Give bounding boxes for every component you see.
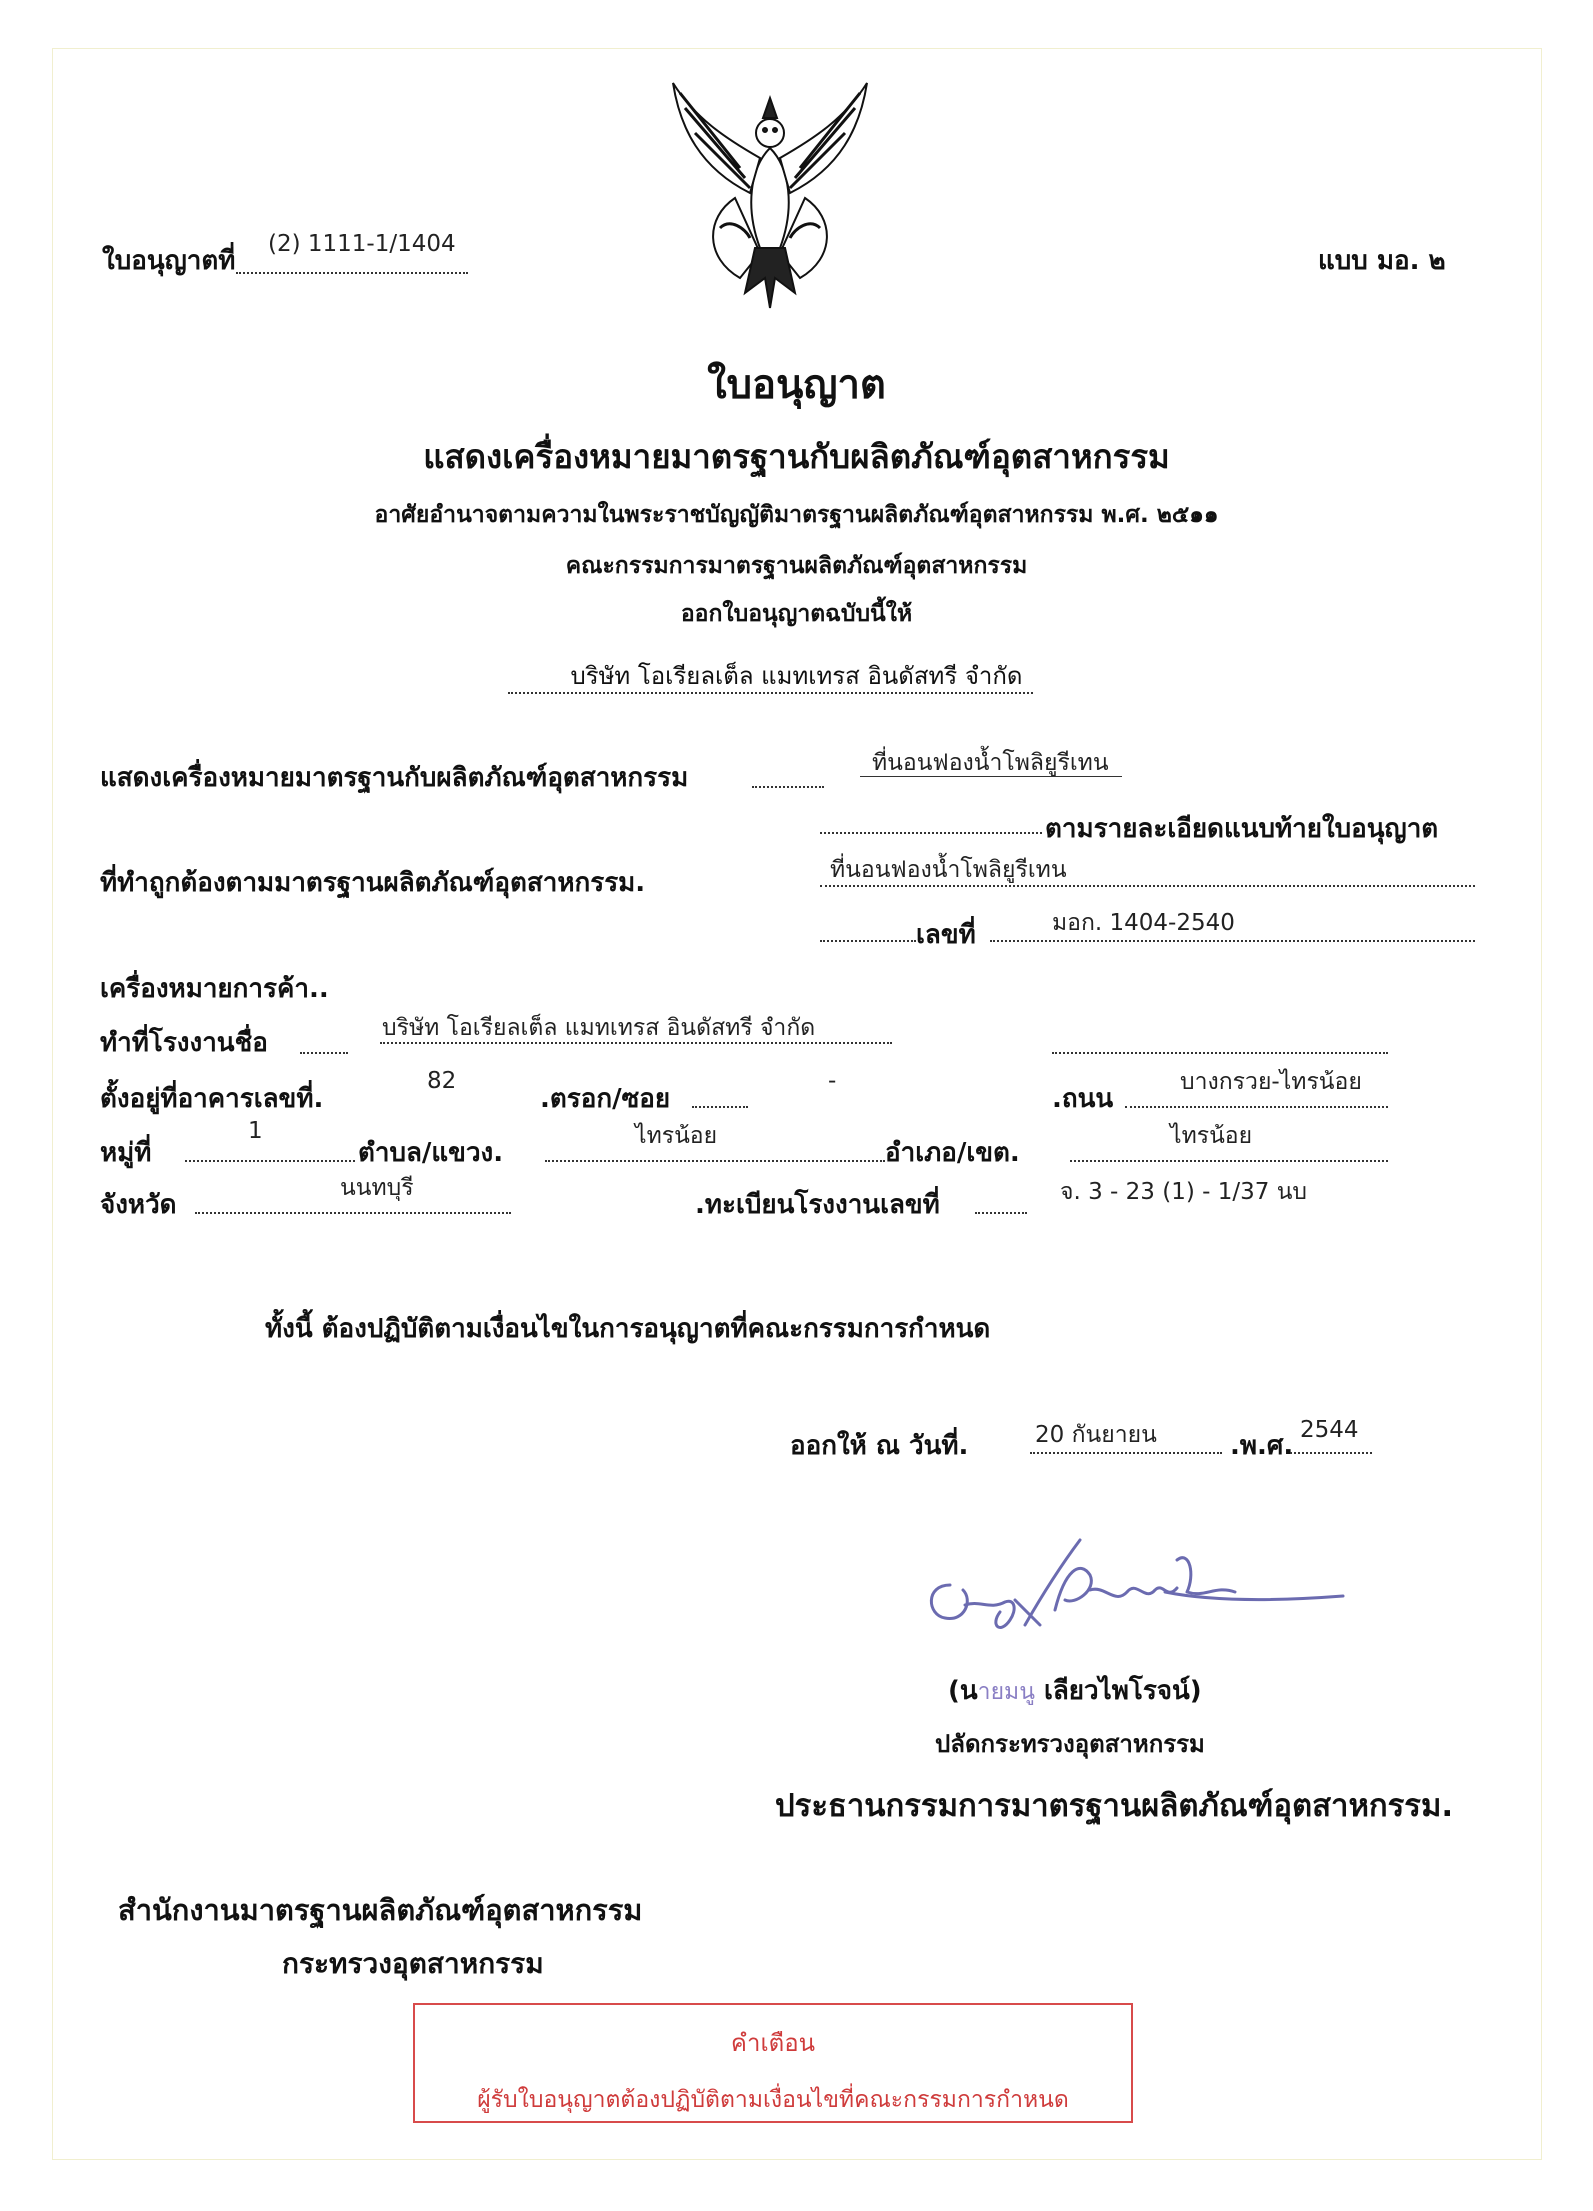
signatory-name-open: (น bbox=[948, 1676, 978, 1706]
factory-label: ทำที่โรงงานชื่อ bbox=[100, 1028, 268, 1058]
moo-label: หมู่ที่ bbox=[100, 1138, 152, 1168]
signatory-name-rest: เลียวไพโรจน์) bbox=[1034, 1676, 1202, 1706]
signatory-position-1: ปลัดกระทรวงอุตสาหกรรม bbox=[935, 1730, 1205, 1758]
warning-box bbox=[413, 2003, 1133, 2123]
issue-year-label: .พ.ศ. bbox=[1230, 1431, 1294, 1461]
detail-dotline bbox=[820, 832, 1042, 834]
signatory-name bbox=[948, 1670, 1202, 1711]
district-label: อำเภอ/เขต. bbox=[885, 1138, 1020, 1168]
issue-date-label: ออกให้ ณ วันที่. bbox=[790, 1431, 969, 1461]
moo-value: 1 bbox=[248, 1118, 263, 1144]
district-value: ไทรน้อย bbox=[1170, 1123, 1253, 1149]
issue-date-dotline bbox=[1030, 1452, 1222, 1454]
document-subtitle: แสดงเครื่องหมายมาตรฐานกับผลิตภัณฑ์อุตสาหกรรม bbox=[423, 437, 1170, 476]
factory-dotline-a bbox=[300, 1052, 348, 1054]
standard-number-dotline bbox=[990, 940, 1475, 942]
province-value: นนทบุรี bbox=[340, 1175, 414, 1201]
conform-label: ที่ทำถูกต้องตามมาตรฐานผลิตภัณฑ์อุตสาหกรรม. bbox=[100, 868, 646, 898]
subdistrict-value: ไทรน้อย bbox=[635, 1123, 718, 1149]
licensee-name: บริษัท โอเรียลเต็ล แมทเทรส อินดัสทรี จำกัด bbox=[570, 662, 1023, 690]
license-number-dotline bbox=[236, 272, 468, 274]
road-label: .ถนน bbox=[1052, 1084, 1114, 1114]
office-line-1: สำนักงานมาตรฐานผลิตภัณฑ์อุตสาหกรรม bbox=[118, 1893, 643, 1927]
garuda-emblem-icon bbox=[665, 78, 875, 313]
standard-name-dotline bbox=[820, 885, 1475, 887]
road-value: บางกรวย-ไทรน้อย bbox=[1180, 1069, 1362, 1095]
product-name: ที่นอนฟองน้ำโพลิยูรีเทน bbox=[872, 750, 1109, 776]
factory-registration-label: .ทะเบียนโรงงานเลขที่ bbox=[695, 1190, 940, 1220]
detail-note: ตามรายละเอียดแนบท้ายใบอนุญาต bbox=[1045, 814, 1439, 844]
authority-line: อาศัยอำนาจตามความในพระราชบัญญัติมาตรฐานผลิตภัณฑ์อุตสาหกรรม พ.ศ. ๒๕๑๑ bbox=[374, 502, 1219, 528]
licensee-dotline bbox=[508, 692, 1033, 694]
issue-year: 2544 bbox=[1300, 1417, 1359, 1443]
license-number-value: (2) 1111-1/1404 bbox=[268, 231, 456, 257]
license-number-label: ใบอนุญาตที่ bbox=[102, 246, 236, 276]
subdistrict-label: ตำบล/แขวง. bbox=[358, 1138, 504, 1168]
building-number: 82 bbox=[427, 1068, 457, 1094]
issue-date-day-month: 20 กันยายน bbox=[1035, 1422, 1157, 1448]
issue-year-dotline bbox=[1290, 1452, 1372, 1454]
number-dotline bbox=[820, 940, 916, 942]
warning-text: ผู้รับใบอนุญาตต้องปฏิบัติตามเงื่อนไขที่คณะกรรมการกำหนด bbox=[477, 2087, 1069, 2113]
signatory-name-stamp: ายมนู bbox=[977, 1679, 1035, 1705]
moo-dotline bbox=[185, 1160, 355, 1162]
alley-value: - bbox=[828, 1068, 837, 1094]
document-title: ใบอนุญาต bbox=[707, 362, 886, 408]
number-label: เลขที่ bbox=[916, 920, 976, 950]
standard-number: มอก. 1404-2540 bbox=[1052, 910, 1235, 936]
factory-registration-dotline bbox=[975, 1212, 1027, 1214]
committee-line: คณะกรรมการมาตรฐานผลิตภัณฑ์อุตสาหกรรม bbox=[565, 553, 1028, 579]
factory-name: บริษัท โอเรียลเต็ล แมทเทรส อินดัสทรี จำกัด bbox=[382, 1015, 816, 1041]
signatory-position-2: ประธานกรรมการมาตรฐานผลิตภัณฑ์อุตสาหกรรม. bbox=[775, 1788, 1454, 1824]
province-label: จังหวัด bbox=[100, 1190, 177, 1220]
province-dotline bbox=[195, 1212, 511, 1214]
form-code: แบบ มอ. ๒ bbox=[1318, 246, 1446, 276]
product-name-underline bbox=[860, 776, 1122, 777]
standard-name: ที่นอนฟองน้ำโพลิยูรีเทน bbox=[830, 857, 1067, 883]
building-label: ตั้งอยู่ที่อาคารเลขที่. bbox=[100, 1084, 324, 1114]
alley-dotline bbox=[692, 1106, 748, 1108]
condition-text: ทั้งนี้ ต้องปฏิบัติตามเงื่อนไขในการอนุญาตที่คณะกรรมการกำหนด bbox=[265, 1314, 991, 1344]
alley-label: .ตรอก/ซอย bbox=[540, 1084, 671, 1114]
show-mark-label: แสดงเครื่องหมายมาตรฐานกับผลิตภัณฑ์อุตสาหกรรม bbox=[100, 763, 689, 793]
factory-registration-value: จ. 3 - 23 (1) - 1/37 นบ bbox=[1060, 1179, 1308, 1205]
issue-line: ออกใบอนุญาตฉบับนี้ให้ bbox=[680, 601, 913, 627]
warning-title: คำเตือน bbox=[730, 2029, 816, 2057]
factory-dotline-b bbox=[1052, 1052, 1388, 1054]
show-mark-dotline bbox=[752, 786, 824, 788]
road-dotline bbox=[1125, 1106, 1388, 1108]
district-dotline bbox=[1070, 1160, 1388, 1162]
office-line-2: กระทรวงอุตสาหกรรม bbox=[282, 1947, 544, 1980]
subdistrict-dotline bbox=[545, 1160, 885, 1162]
factory-name-dotline bbox=[380, 1042, 892, 1044]
signature-icon bbox=[905, 1530, 1345, 1670]
trademark-label: เครื่องหมายการค้า.. bbox=[100, 974, 329, 1004]
